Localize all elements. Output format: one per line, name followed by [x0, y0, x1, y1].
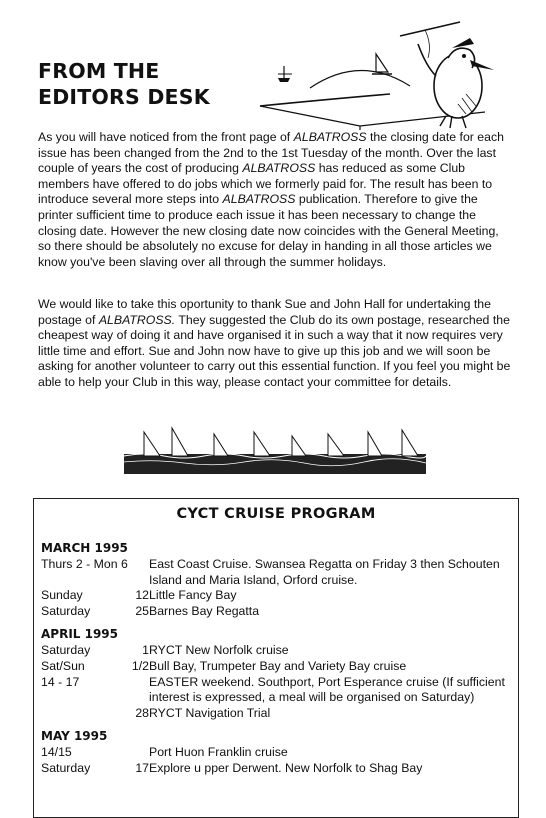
- list-item: [41, 588, 515, 604]
- event-desc: Little Fancy Bay: [149, 588, 237, 603]
- paragraph-closing-date: As you will have noticed from the front page of ALBATROSS the closing date for each issue has been changed from the 2nd to the 1st Tuesday of the month. Over the last couple of years the cost of producing ALBATROSS has reduced as some Club members have offered to do jobs which we formerly paid for. The result has been to introduce several more steps into ALBATROSS publication. Therefore to give the printer sufficient time to produce each issue it has been necessary to change the closing date. However the new closing date now coincides with the General Meeting, so there should be absolutely no excuse for delay in handing in all those articles we know you've been slaving over all through the summer holidays.: [38, 130, 504, 269]
- paragraph-postage-thanks: We would like to take this oportunity to thank Sue and John Hall for undertaking the postage of ALBATROSS. They suggested the Club do its own postage, researched the cheapest way of doing it and have organised it in such a way that it now requires very little time and effort. Sue and John now have to give up this job and we will soon be asking for another volunteer to carry out this essential function. If you feel you might be able to help your Club in this way, please contact your committee for details.: [38, 297, 511, 389]
- event-num: 12: [135, 588, 149, 603]
- event-num: 25: [135, 603, 149, 618]
- event-day: [41, 706, 121, 722]
- event-desc: RYCT New Norfolk cruise: [149, 643, 289, 658]
- list-item: [41, 557, 515, 588]
- event-date: Thurs 2 - Mon 6: [41, 557, 128, 571]
- event-num: [121, 675, 149, 706]
- cruise-program-title: CYCT CRUISE PROGRAM: [176, 506, 376, 522]
- title-line-1: FROM THE: [38, 59, 160, 83]
- event-desc: RYCT Navigation Trial: [149, 705, 271, 720]
- event-desc: Bull Bay, Trumpeter Bay and Variety Bay cruise: [149, 658, 407, 673]
- event-day: Saturday: [41, 643, 91, 658]
- sailboats-illustration: [124, 426, 426, 474]
- event-day: Sunday: [41, 588, 83, 603]
- list-item: [41, 675, 515, 706]
- month-heading-may: MAY 1995: [41, 729, 108, 744]
- event-day: 14 - 17: [41, 674, 80, 689]
- month-heading-march: MARCH 1995: [41, 541, 128, 555]
- list-item: [41, 706, 515, 722]
- list-item: [41, 761, 515, 777]
- event-desc: Port Huon Franklin cruise: [149, 745, 288, 760]
- page-title: [38, 58, 268, 110]
- list-item: [41, 745, 515, 761]
- event-desc: Barnes Bay Regatta: [149, 603, 260, 618]
- event-num: 17: [135, 760, 149, 775]
- event-num: 1/2: [131, 658, 149, 673]
- title-line-2: EDITORS DESK: [38, 85, 210, 109]
- event-day: Saturday: [41, 760, 91, 775]
- cruise-program-list: [41, 541, 515, 777]
- event-num: 28: [135, 705, 149, 720]
- event-day: Sat/Sun: [41, 658, 85, 673]
- list-item: [41, 659, 515, 675]
- event-desc: Explore u pper Derwent. New Norfolk to Shag Bay: [149, 760, 423, 775]
- list-item: [41, 604, 515, 620]
- event-num: [121, 745, 149, 761]
- event-desc: EASTER weekend. Southport, Port Esperance cruise (If sufficient interest is expressed, a meal will be organised on Saturday): [149, 674, 505, 705]
- month-heading-april: APRIL 1995: [41, 627, 119, 642]
- cruise-program-box: [33, 498, 519, 818]
- list-item: [41, 643, 515, 659]
- event-num: 1: [142, 643, 149, 658]
- event-day: Saturday: [41, 603, 91, 618]
- event-day: 14/15: [41, 745, 72, 760]
- albatross-illustration: [250, 14, 530, 146]
- event-desc: East Coast Cruise. Swansea Regatta on Friday 3 then Schouten Island and Maria Island, Orford cruise.: [149, 557, 500, 587]
